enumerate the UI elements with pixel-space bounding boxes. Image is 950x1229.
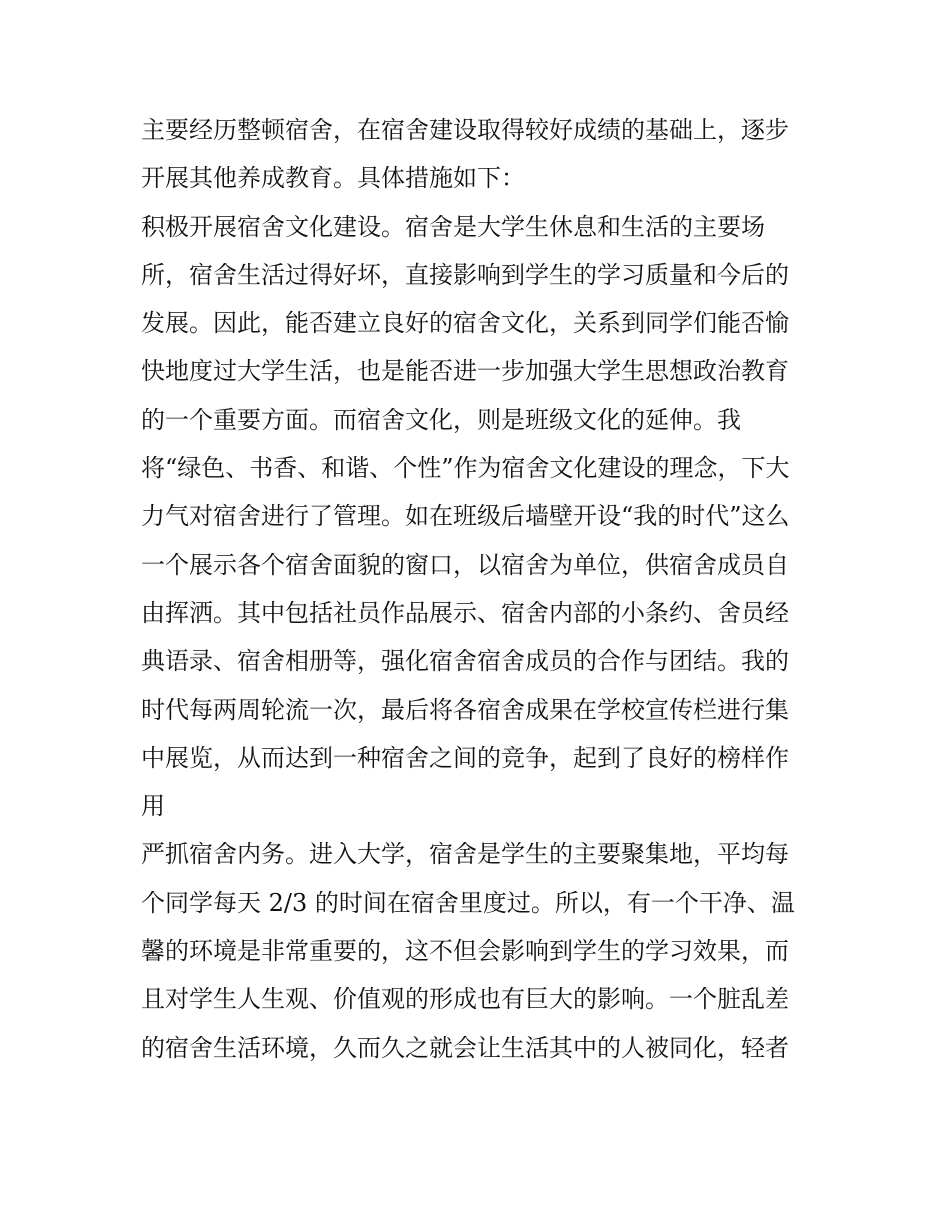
text-line: 个同学每天 2/3 的时间在宿舍里度过。所以，有一个干净、温 [141, 888, 795, 917]
text-line: 将“绿色、书香、和谐、个性”作为宿舍文化建设的理念，下大 [141, 454, 790, 483]
text-line: 典语录、宿舍相册等，强化宿舍宿舍成员的合作与团结。我的 [141, 647, 789, 676]
text-line: 由挥洒。其中包括社员作品展示、宿舍内部的小条约、舍员经 [141, 598, 789, 627]
text-line: 发展。因此，能否建立良好的宿舍文化，关系到同学们能否愉 [141, 309, 789, 338]
text-line: 中展览，从而达到一种宿舍之间的竞争，起到了良好的榜样作 [141, 743, 789, 772]
text-line: 用 [141, 792, 165, 821]
text-line: 的一个重要方面。而宿舍文化，则是班级文化的延伸。我 [141, 405, 741, 434]
text-line: 所，宿舍生活过得好坏，直接影响到学生的学习质量和今后的 [141, 260, 789, 289]
text-line: 力气对宿舍进行了管理。如在班级后墙壁开设“我的时代”这么 [141, 502, 790, 531]
body-text [141, 106, 821, 1072]
text-line: 时代每两周轮流一次，最后将各宿舍成果在学校宣传栏进行集 [141, 695, 789, 724]
text-line: 开展其他养成教育。具体措施如下： [141, 164, 525, 193]
text-line: 快地度过大学生活，也是能否进一步加强大学生思想政治教育 [141, 357, 789, 386]
text-line: 一个展示各个宿舍面貌的窗口，以宿舍为单位，供宿舍成员自 [141, 550, 789, 579]
text-line: 的宿舍生活环境，久而久之就会让生活其中的人被同化，轻者 [141, 1033, 789, 1062]
text-line: 严抓宿舍内务。进入大学，宿舍是学生的主要聚集地，平均每 [141, 840, 789, 869]
text-line: 主要经历整顿宿舍，在宿舍建设取得较好成绩的基础上，逐步 [141, 116, 789, 144]
text-line: 积极开展宿舍文化建设。宿舍是大学生休息和生活的主要场 [141, 212, 765, 241]
text-line: 馨的环境是非常重要的，这不但会影响到学生的学习效果，而 [141, 937, 789, 966]
text-line: 且对学生人生观、价值观的形成也有巨大的影响。一个脏乱差 [141, 985, 789, 1014]
